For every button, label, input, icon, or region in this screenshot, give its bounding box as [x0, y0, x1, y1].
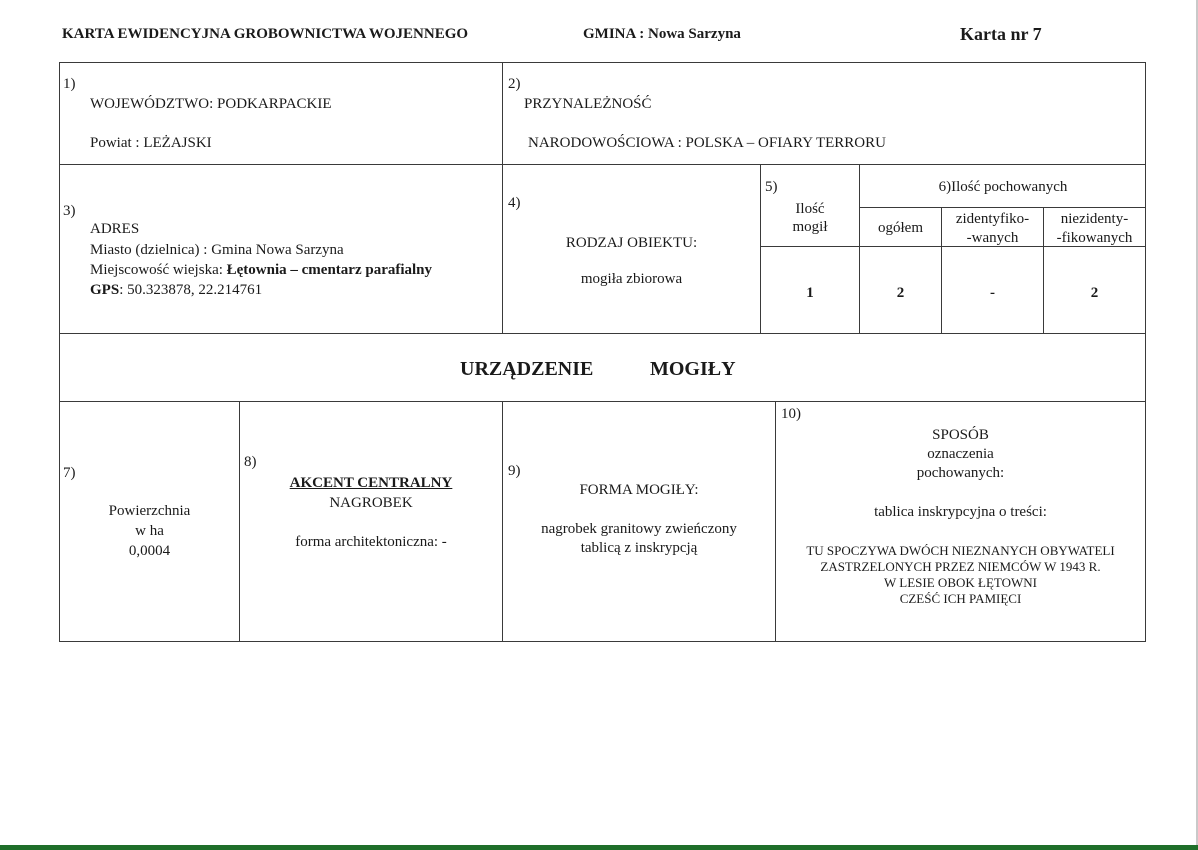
tablica-label: tablica inskrypcyjna o treści:: [874, 504, 1047, 520]
forma-mogily-label: FORMA MOGIŁY:: [579, 482, 699, 498]
przynaleznosc-label: PRZYNALEŻNOŚĆ: [524, 96, 652, 112]
ogolem-value: 2: [896, 285, 905, 301]
forma-mogily-line-1: nagrobek granitowy zwieńczony: [541, 521, 737, 537]
niezidentyfikowanych-value: 2: [1090, 285, 1099, 301]
miejscowosc-field: [90, 261, 432, 279]
card-title: KARTA EWIDENCYJNA GROBOWNICTWA WOJENNEGO: [62, 26, 469, 42]
narodowosciowa-field: NARODOWOŚCIOWA : POLSKA – OFIARY TERRORU: [528, 135, 886, 151]
miejscowosc-value: Łętownia – cmentarz parafialny: [226, 262, 433, 278]
inscription-line-3: W LESIE OBOK ŁĘTOWNI: [884, 575, 1037, 590]
wojewodztwo-field: WOJEWÓDZTWO: PODKARPACKIE: [90, 96, 332, 112]
cell-number: 7): [63, 465, 76, 481]
akcent-centralny-title: AKCENT CENTRALNY: [289, 475, 453, 491]
powierzchnia-label: Powierzchnia: [108, 503, 191, 519]
powiat-field: Powiat : LEŻAJSKI: [90, 135, 212, 151]
pochowanych-label: pochowanych:: [916, 465, 1005, 481]
forma-mogily-line-2: tablicą z inskrypcją: [580, 540, 698, 556]
inscription-line-2: ZASTRZELONYCH PRZEZ NIEMCÓW W 1943 R.: [820, 559, 1101, 574]
ilosc-pochowanych-label: 6)Ilość pochowanych: [938, 179, 1068, 195]
ilosc-label: Ilość: [795, 201, 825, 217]
cell-number: 10): [781, 406, 801, 422]
card-number: Karta nr 7: [960, 24, 1042, 44]
ilosc-mogil-value: 1: [806, 285, 814, 301]
zidentyfikowanych-value: -: [990, 285, 995, 301]
adres-label: ADRES: [90, 221, 140, 237]
miejscowosc-label: Miejscowość wiejska:: [90, 262, 227, 278]
section-title-word-1: URZĄDZENIE: [460, 358, 594, 380]
zidentyfikowanych-header-2: -wanych: [966, 230, 1019, 246]
cell-number: 9): [508, 463, 521, 479]
cell-number: 4): [508, 195, 521, 211]
section-title-word-2: MOGIŁY: [650, 358, 736, 380]
mogil-label: mogił: [792, 219, 828, 235]
inscription-line-4: CZEŚĆ ICH PAMIĘCI: [899, 591, 1022, 606]
cell-number: 1): [63, 76, 76, 92]
miasto-field: Miasto (dzielnica) : Gmina Nowa Sarzyna: [90, 242, 344, 258]
gps-field: [90, 281, 262, 299]
w-ha-label: w ha: [135, 523, 164, 539]
gmina-label: GMINA : Nowa Sarzyna: [583, 26, 741, 42]
cell-number: 3): [63, 203, 76, 219]
cell-number: 8): [244, 454, 257, 470]
gps-label: GPS: [90, 282, 120, 298]
cell-number: 5): [765, 179, 778, 195]
rodzaj-obiektu-label: RODZAJ OBIEKTU:: [565, 235, 698, 251]
cell-number: 2): [508, 76, 521, 92]
powierzchnia-value: 0,0004: [128, 543, 171, 559]
gps-value: : 50.323878, 22.214761: [119, 282, 263, 298]
scan-edge-bottom: [0, 845, 1198, 850]
nagrobek-label: NAGROBEK: [329, 495, 413, 511]
niezidentyfikowanych-header-1: niezidenty-: [1060, 211, 1129, 227]
niezidentyfikowanych-header-2: -fikowanych: [1056, 230, 1133, 246]
rodzaj-obiektu-value: mogiła zbiorowa: [580, 271, 683, 287]
zidentyfikowanych-header-1: zidentyfiko-: [955, 211, 1030, 227]
ogolem-header: ogółem: [878, 220, 923, 236]
sposob-title: SPOSÓB: [932, 427, 989, 443]
inscription-line-1: TU SPOCZYWA DWÓCH NIEZNANYCH OBYWATELI: [806, 543, 1115, 558]
oznaczenia-label: oznaczenia: [927, 446, 994, 462]
forma-architektoniczna-field: forma architektoniczna: -: [295, 534, 447, 550]
